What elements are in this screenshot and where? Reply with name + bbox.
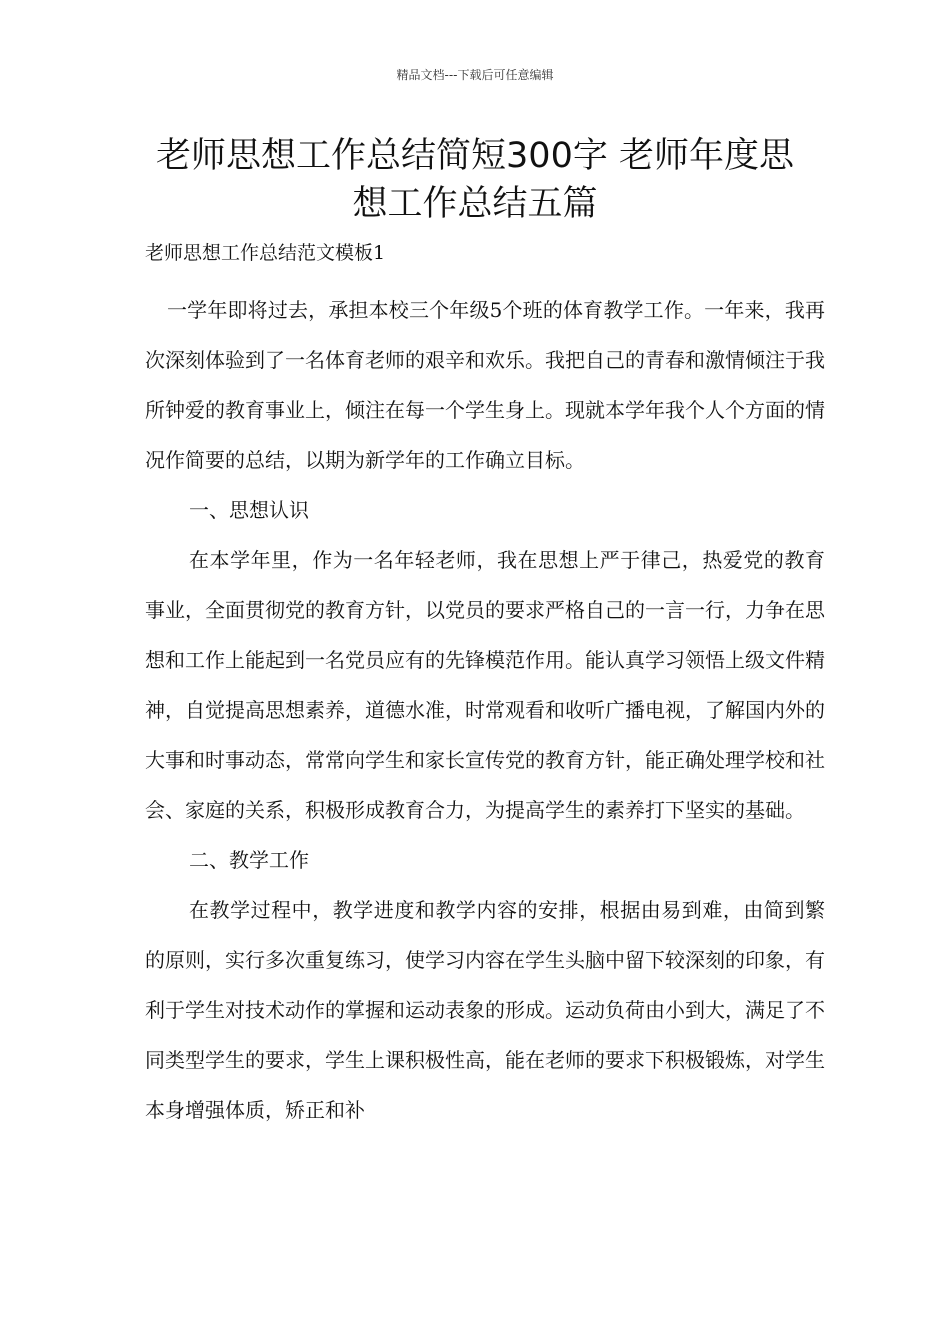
document-title: 老师思想工作总结简短300字 老师年度思想工作总结五篇 xyxy=(156,136,794,224)
document-body xyxy=(145,285,825,1135)
section-heading-teaching: 二、教学工作 xyxy=(189,848,309,872)
paragraph-intro: 一学年即将过去，承担本校三个年级5个班的体育教学工作。一年来，我再次深刻体验到了一名体育老师的艰辛和欢乐。我把自己的青春和激情倾注于我所钟爱的教育事业上，倾注在每一个学生身上。现就本学年我个人个方面的情况作简要的总结，以期为新学年的工作确立目标。 xyxy=(145,298,825,472)
document-subtitle: 老师思想工作总结范文模板1 xyxy=(145,242,386,264)
paragraph-thought: 在本学年里，作为一名年轻老师，我在思想上严于律己，热爱党的教育事业，全面贯彻党的教育方针，以党员的要求严格自己的一言一行，力争在思想和工作上能起到一名党员应有的先锋模范作用。能认真学习领悟上级文件精神，自觉提高思想素养，道德水准，时常观看和收听广播电视，了解国内外的大事和时事动态，常常向学生和家长宣传党的教育方针，能正确处理学校和社会、家庭的关系，积极形成教育合力，为提高学生的素养打下坚实的基础。 xyxy=(145,548,825,822)
paragraph-teaching: 在教学过程中，教学进度和教学内容的安排，根据由易到难，由简到繁的原则，实行多次重复练习，使学习内容在学生头脑中留下较深刻的印象，有利于学生对技术动作的掌握和运动表象的形成。运动负荷由小到大，满足了不同类型学生的要求，学生上课积极性高，能在老师的要求下积极锻炼，对学生本身增强体质，矫正和补 xyxy=(145,898,825,1122)
header-note: 精品文档---下载后可任意编辑 xyxy=(396,68,554,82)
section-heading-thought: 一、思想认识 xyxy=(189,498,309,522)
